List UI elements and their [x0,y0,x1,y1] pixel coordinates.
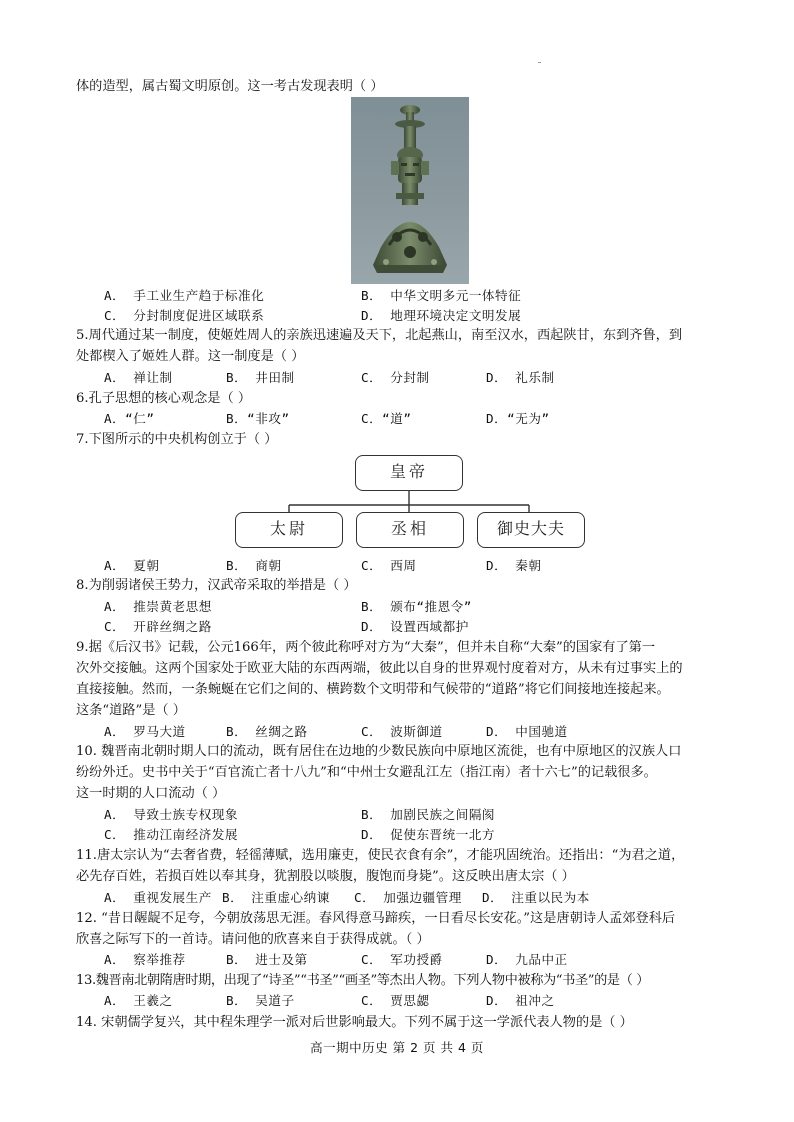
q13-option-a: A． 王羲之 [104,993,173,1008]
q8-option-c: C． 开辟丝绸之路 [104,619,212,634]
q7-option-d: D． 秦朝 [486,558,542,573]
q12-stem-line-2: 欣喜之际写下的一首诗。请问他的欣喜来自于获得成就。（ ） [76,932,430,947]
q9-stem-line-4: 这条“道路”是（ ） [76,703,186,718]
q12-option-d: D． 九品中正 [486,952,568,967]
page-footer: 高一期中历史 第 2 页 共 4 页 [310,1040,484,1055]
q11-option-a: A． 重视发展生产 [104,890,212,905]
org-box-censor: 御史大夫 [477,512,585,548]
q4-option-c: C． 分封制度促进区域联系 [104,308,265,323]
q10-option-d: D． 促使东晋统一北方 [361,827,496,842]
q6-stem: 6.孔子思想的核心观念是（ ） [76,391,252,406]
q5-stem-line-1: 5.周代通过某一制度，使姬姓周人的亲族迅速遍及天下，北起燕山，南至汉水，西起陕甘，东到齐鲁，到 [76,328,683,343]
q10-stem-line-3: 这一时期的人口流动（ ） [76,786,226,801]
q10-stem-line-1: 10. 魏晋南北朝时期人口的流动，既有居住在边地的少数民族向中原地区流徙，也有中原地区的汉族人口 [76,744,682,759]
q4-option-a: A． 手工业生产趋于标准化 [104,288,265,303]
q4-option-d: D． 地理环境决定文明发展 [361,308,522,323]
q9-stem-line-3: 直接接触。然而，一条蜿蜒在它们之间的、横跨数个文明带和气候带的“道路”将它们间接地连接起来。 [76,682,670,697]
q13-option-d: D． 祖冲之 [486,993,555,1008]
q8-option-b: B． 颁布“推恩令” [361,599,472,614]
q4-option-b: B． 中华文明多元一体特征 [361,288,522,303]
q11-option-c: C． 加强边疆管理 [354,890,462,905]
q11-stem-line-2: 必先存百姓，若损百姓以奉其身，犹割股以啖腹，腹饱而身毙”。这反映出唐太宗（ ） [76,869,575,884]
q6-option-d: D．“无为” [486,411,550,426]
q9-option-b: B． 丝绸之路 [226,724,308,739]
q10-option-b: B． 加剧民族之间隔阂 [361,807,496,822]
q5-option-b: B． 井田制 [226,370,295,385]
q9-stem-line-1: 9.据《后汉书》记载，公元166年，两个彼此称呼对方为“大秦”，但并未自称“大秦”的国家有了第一 [76,640,656,655]
q6-option-a: A．“仁” [104,411,155,426]
q7-stem: 7.下图所示的中央机构创立于（ ） [76,432,278,447]
q9-option-d: D． 中国驰道 [486,724,568,739]
q10-option-c: C． 推动江南经济发展 [104,827,239,842]
q11-stem-line-1: 11.唐太宗认为“去奢省费，轻徭薄赋，选用廉吏，使民衣食有余”，才能巩固统治。还指出：“为君之道， [76,848,685,863]
q7-option-a: A． 夏朝 [104,558,160,573]
q7-option-c: C． 西周 [361,558,417,573]
q13-stem: 13.魏晋南北朝隋唐时期，出现了“诗圣”“书圣”“画圣”等杰出人物。下列人物中被称为“书圣”的是（ ） [76,973,650,988]
q10-option-a: A． 导致士族专权现象 [104,807,239,822]
org-box-emperor: 皇帝 [355,455,463,491]
q5-option-d: D． 礼乐制 [486,370,555,385]
q9-stem-line-2: 次外交接触。这两个国家处于欧亚大陆的东西两端，彼此以自身的世界观忖度着对方，从未有过事实上的 [76,661,683,676]
q12-stem-line-1: 12. “昔日龌龊不足夸，今朝放荡思无涯。春风得意马蹄疾，一日看尽长安花。”这是唐朝诗人孟郊登科后 [76,911,676,926]
q8-option-d: D． 设置西域都护 [361,619,469,634]
q7-option-b: B． 商朝 [226,558,282,573]
q12-option-c: C． 军功授爵 [361,952,443,967]
q5-stem-line-2: 处都楔入了姬姓人群。这一制度是（ ） [76,349,305,364]
q8-stem: 8.为削弱诸侯王势力，汉武帝采取的举措是（ ） [76,578,357,593]
bronze-artifact-photo [351,97,469,284]
q5-option-c: C． 分封制 [361,370,430,385]
q6-option-b: B．“非攻” [226,411,290,426]
q10-stem-line-2: 纷纷外迁。史书中关于“百官流亡者十八九”和“中州士女避乱江左（指江南）者十六七”的记载很多。 [76,765,657,780]
org-box-taiwei: 太尉 [235,512,343,548]
q8-option-a: A． 推崇黄老思想 [104,599,212,614]
q5-option-a: A． 禅让制 [104,370,173,385]
q9-option-a: A． 罗马大道 [104,724,186,739]
org-box-chancellor: 丞相 [356,512,464,548]
scan-mark [538,62,541,63]
q4-stem-tail: 体的造型，属古蜀文明原创。这一考古发现表明（ ） [76,79,384,94]
q12-option-a: A． 察举推荐 [104,952,186,967]
q9-option-c: C． 波斯御道 [361,724,443,739]
q13-option-b: B． 吴道子 [226,993,295,1008]
q12-option-b: B． 进士及第 [226,952,308,967]
q13-option-c: C． 贾思勰 [361,993,430,1008]
q11-option-b: B． 注重虚心纳谏 [222,890,330,905]
q14-stem: 14. 宋朝儒学复兴，其中程朱理学一派对后世影响最大。下列不属于这一学派代表人物的是（ ） [76,1015,633,1030]
q11-option-d: D． 注重以民为本 [482,890,590,905]
bronze-artifact-image [351,97,469,284]
q6-option-c: C．“道” [361,411,412,426]
